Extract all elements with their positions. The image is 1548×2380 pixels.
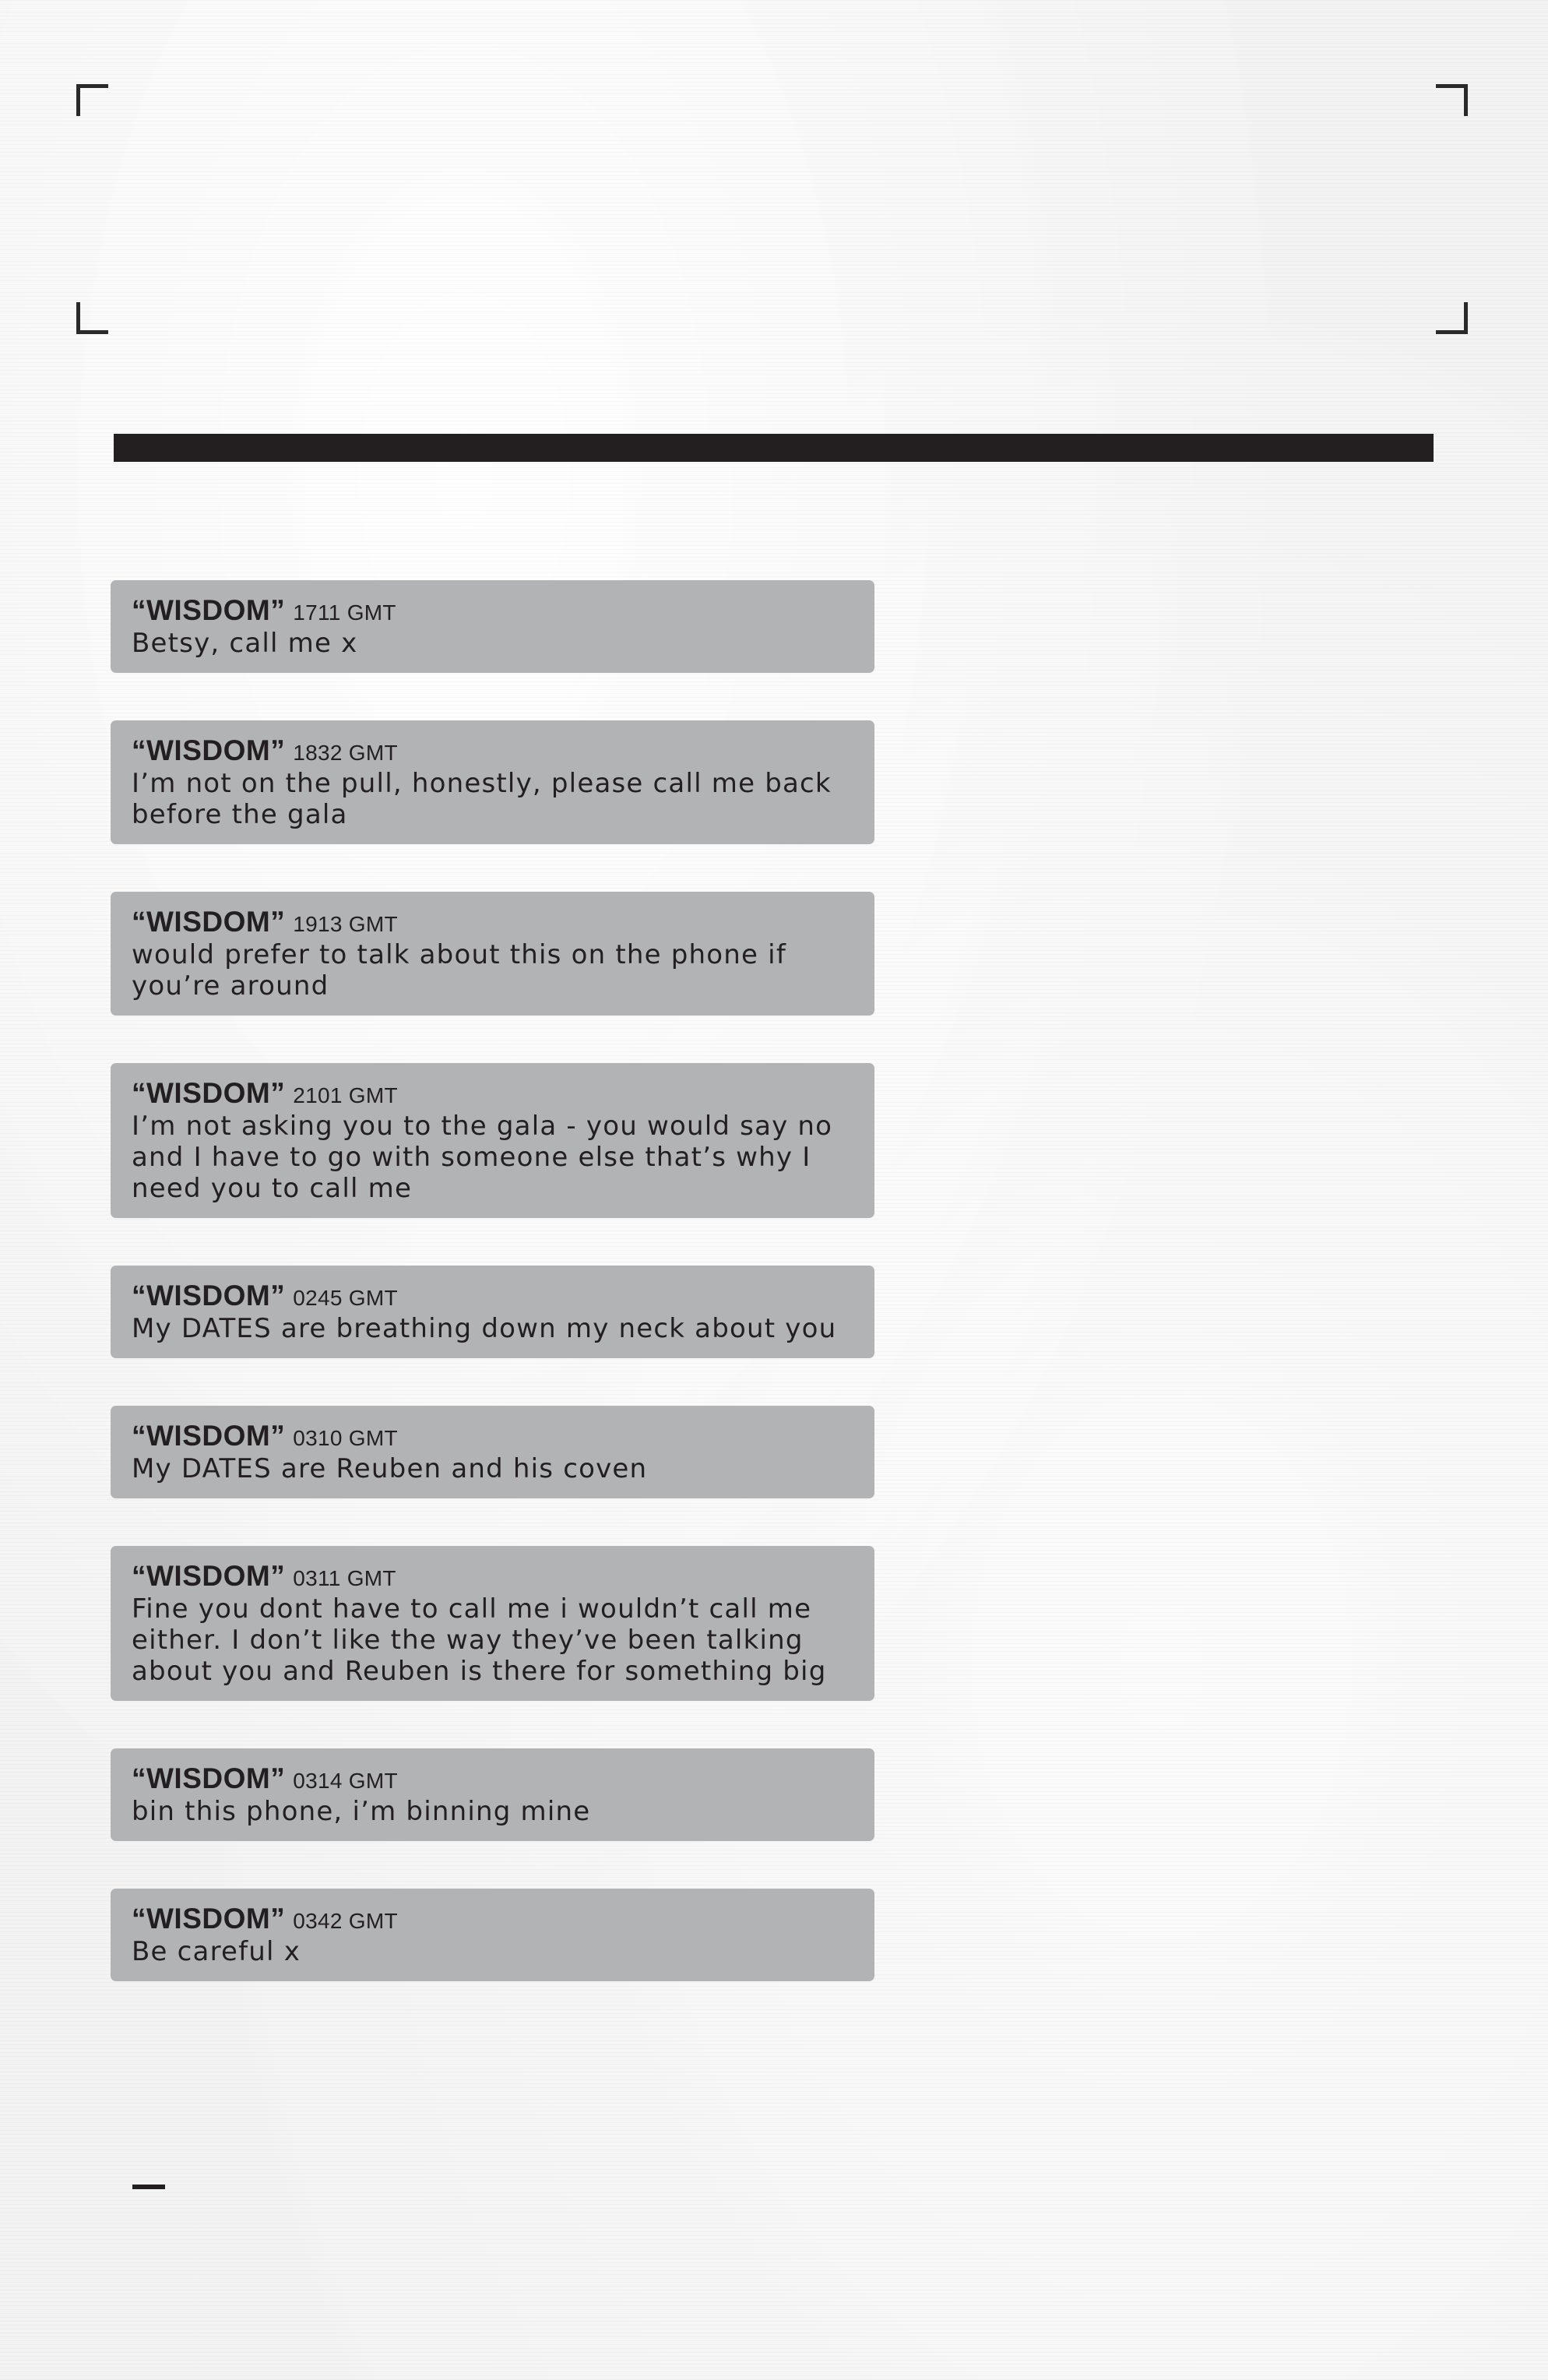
message-sender: “WISDOM”	[132, 594, 286, 626]
message-text: I’m not on the pull, honestly, please call me back before the gala	[132, 768, 832, 830]
message-sender: “WISDOM”	[132, 906, 286, 938]
message-text: bin this phone, i’m binning mine	[132, 1796, 591, 1827]
message-sender: “WISDOM”	[132, 1077, 286, 1109]
page-marker-dash	[132, 2185, 165, 2189]
message-time: 0314 GMT	[293, 1769, 398, 1793]
message-bubble	[111, 720, 874, 844]
message-time: 1832 GMT	[293, 741, 398, 765]
message-sender: “WISDOM”	[132, 1420, 286, 1452]
message-text: Fine you dont have to call me i wouldn’t call me either. I don’t like the way they’ve been talking about you and Reuben is there for something big	[132, 1593, 827, 1687]
message-text: Betsy, call me x	[132, 628, 358, 659]
message-sender: “WISDOM”	[132, 1280, 286, 1311]
message-header	[132, 593, 854, 628]
message-thread	[111, 580, 874, 2029]
message-text: I’m not asking you to the gala - you would say no and I have to go with someone else that’s why I need you to call me	[132, 1111, 833, 1204]
message-time: 0245 GMT	[293, 1286, 398, 1310]
message-bubble	[111, 1889, 874, 1981]
message-text: would prefer to talk about this on the phone if you’re around	[132, 939, 786, 1002]
message-sender: “WISDOM”	[132, 1560, 286, 1592]
corner-bracket-top-right	[1436, 84, 1468, 116]
message-header	[132, 1076, 854, 1111]
message-bubble	[111, 1063, 874, 1218]
message-header	[132, 1419, 854, 1453]
message-sender: “WISDOM”	[132, 1762, 286, 1794]
message-header	[132, 1279, 854, 1313]
message-time: 1711 GMT	[293, 600, 396, 625]
corner-bracket-bottom-right	[1436, 302, 1468, 334]
message-text: My DATES are Reuben and his coven	[132, 1453, 648, 1484]
message-header	[132, 1762, 854, 1796]
message-time: 2101 GMT	[293, 1083, 398, 1107]
message-header	[132, 1559, 854, 1593]
message-text: Be careful x	[132, 1936, 301, 1967]
message-header	[132, 905, 854, 939]
message-bubble	[111, 580, 874, 673]
message-bubble	[111, 1406, 874, 1498]
corner-bracket-bottom-left	[76, 302, 108, 334]
corner-bracket-top-left	[76, 84, 108, 116]
message-sender: “WISDOM”	[132, 734, 286, 766]
message-time: 0310 GMT	[293, 1426, 398, 1450]
message-bubble	[111, 1266, 874, 1358]
message-header	[132, 734, 854, 768]
message-bubble	[111, 1748, 874, 1841]
message-bubble	[111, 1546, 874, 1701]
message-time: 0311 GMT	[293, 1566, 396, 1590]
redacted-title-bar	[114, 434, 1434, 462]
message-sender: “WISDOM”	[132, 1903, 286, 1935]
message-bubble	[111, 892, 874, 1016]
message-header	[132, 1902, 854, 1936]
message-time: 1913 GMT	[293, 912, 398, 936]
message-text: My DATES are breathing down my neck about you	[132, 1313, 837, 1344]
message-time: 0342 GMT	[293, 1909, 398, 1933]
